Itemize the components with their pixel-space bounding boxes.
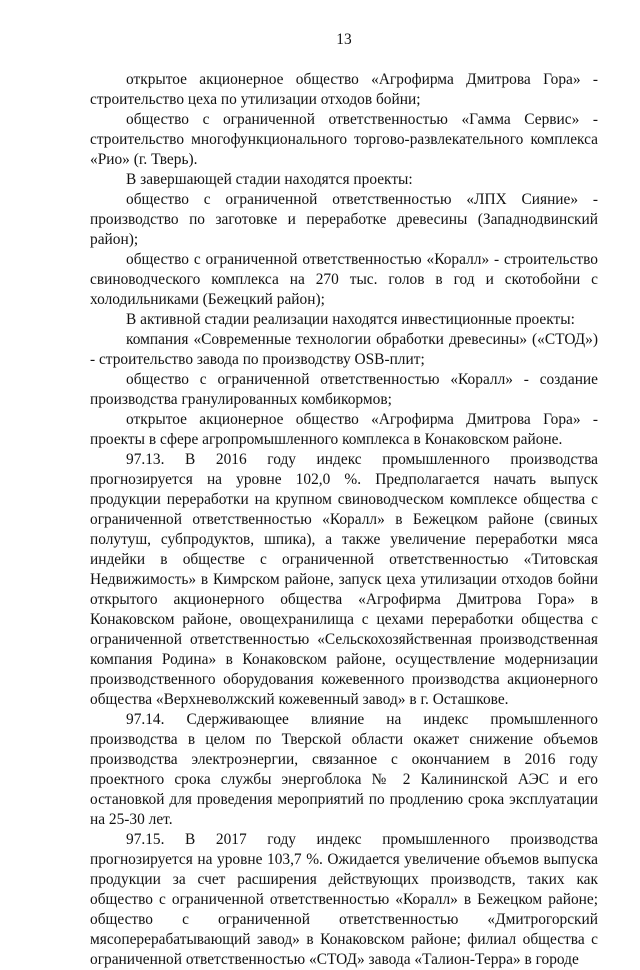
paragraph-4: общество с ограниченной ответственностью «ЛПХ Сияние» - производство по заготовке и переработке древесины (Западнодвинский район); <box>90 191 598 248</box>
paragraph-5: общество с ограниченной ответственностью «Коралл» - строительство свиноводческого комплекса на 270 тыс. голов в год и скотобойни с холодильниками (Бежецкий район); <box>90 251 598 308</box>
paragraph-1: открытое акционерное общество «Агрофирма Дмитрова Гора» - строительство цеха по утилизации отходов бойни; <box>90 71 598 108</box>
paragraph-3: В завершающей стадии находятся проекты: <box>126 171 413 188</box>
paragraph-8: общество с ограниченной ответственностью «Коралл» - создание производства гранулированных комбикормов; <box>90 371 598 408</box>
paragraph-11: 97.14. Сдерживающее влияние на индекс промышленного производства в целом по Тверской области окажет снижение объемов производства электроэнергии, связанное с окончанием в 2016 году проектного срока службы энергоблока № 2 Калининской АЭС и его остановкой для проведения мероприятий по продлению срока эксплуатации на 25-30 лет. <box>90 711 598 828</box>
document-page <box>90 30 598 970</box>
paragraph-9: открытое акционерное общество «Агрофирма Дмитрова Гора» - проекты в сфере агропромышленного комплекса в Конаковском районе. <box>90 411 598 448</box>
paragraph-2: общество с ограниченной ответственностью «Гамма Сервис» - строительство многофункционального торгово-развлекательного комплекса «Рио» (г. Тверь). <box>90 111 598 168</box>
paragraph-12: 97.15. В 2017 году индекс промышленного производства прогнозируется на уровне 103,7 %. Ожидается увеличение объемов выпуска продукции за счет расширения действующих производств, таких как общество с ограниченной ответственностью «Коралл» в Бежецком районе; общество с ограниченной ответственностью «Дмитрогорский мясоперерабатывающий завод» в Конаковском районе; филиал общества с ограниченной ответственностью «СТОД» завода «Талион-Терра» в городе <box>90 831 598 968</box>
page-number: 13 <box>336 31 352 48</box>
paragraph-6: В активной стадии реализации находятся инвестиционные проекты: <box>126 311 575 328</box>
paragraph-7: компания «Современные технологии обработки древесины» («СТОД») - строительство завода по производству OSB-плит; <box>90 331 598 368</box>
paragraph-10: 97.13. В 2016 году индекс промышленного производства прогнозируется на уровне 102,0 %. Предполагается начать выпуск продукции переработки на крупном свиноводческом комплексе общества с ограниченной ответственностью «Коралл» в Бежецком районе (свиных полутуш, субпродуктов, шпика), а также увеличение переработки мяса индейки в обществе с ограниченной ответственностью «Титовская Недвижимость» в Кимрском районе, запуск цеха утилизации отходов бойни открытого акционерного общества «Агрофирма Дмитрова Гора» в Конаковском районе, овощехранилища с цехами переработки общества с ограниченной ответственностью «Сельскохозяйственная производственная компания Родина» в Конаковском районе, осуществление модернизации производственного оборудования кожевенного производства акционерного общества «Верхневолжский кожевенный завод» в г. Осташкове. <box>90 451 598 708</box>
